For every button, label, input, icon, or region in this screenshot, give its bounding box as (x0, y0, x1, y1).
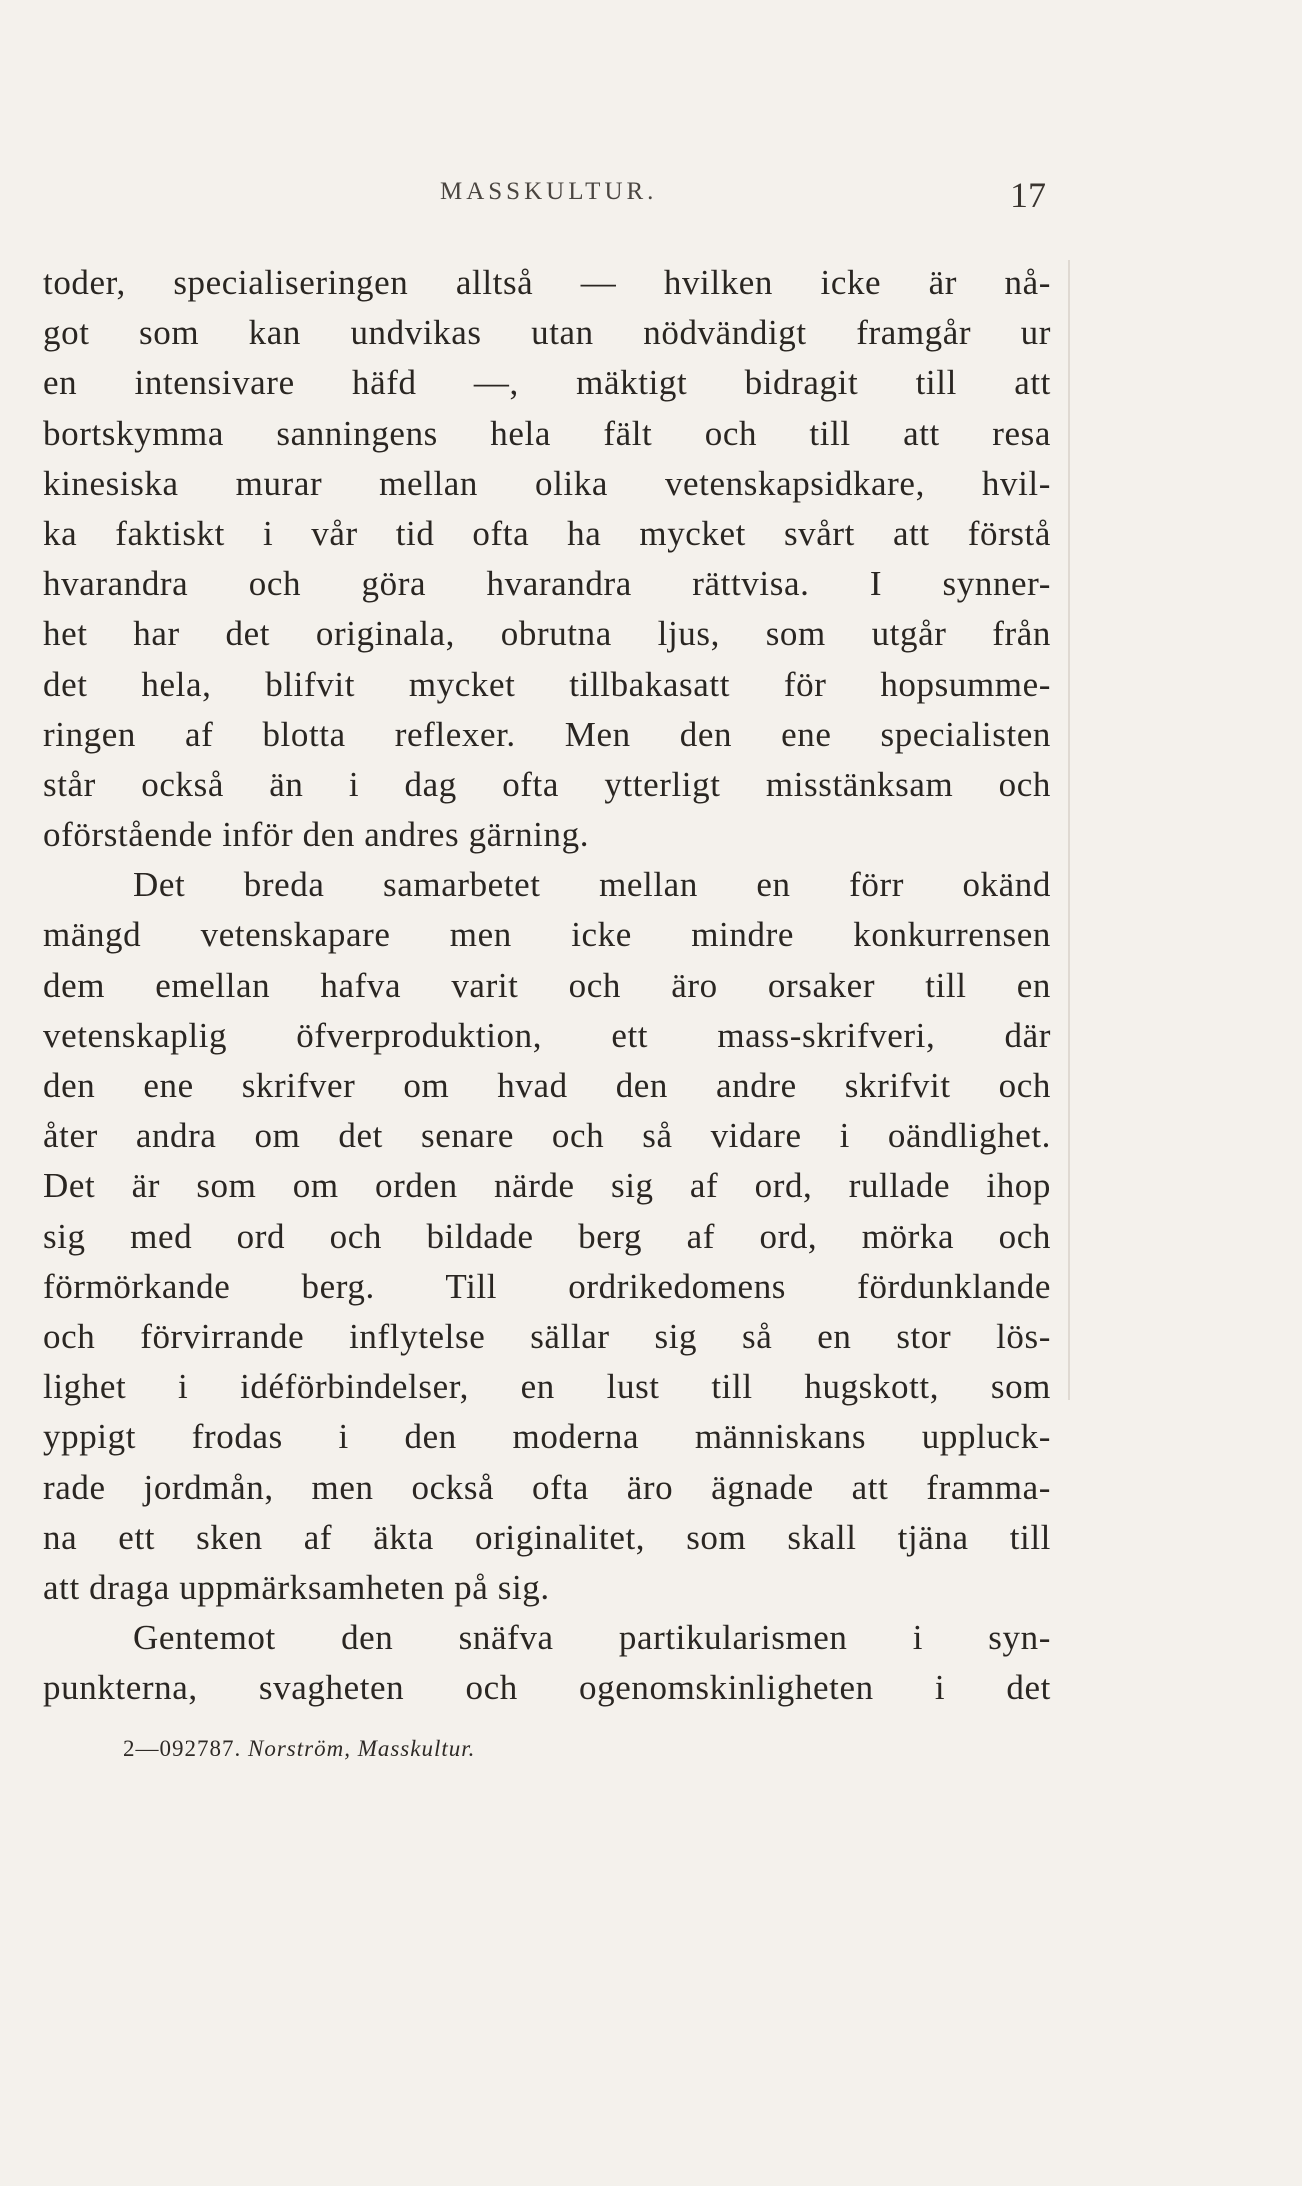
text-line: en intensivare häfd —, mäktigt bidragit till att (43, 363, 1051, 403)
text-line: står också än i dag ofta ytterligt misstänksam och (43, 764, 1051, 804)
text-line: oförstående inför den andres gärning. (43, 815, 590, 855)
text-line: punkterna, svagheten och ogenomskinligheten i det (43, 1668, 1051, 1708)
text-line: hvarandra och göra hvarandra rättvisa. I synner- (43, 564, 1051, 604)
text-line: lighet i idéförbindelser, en lust till hugskott, som (43, 1367, 1051, 1407)
page-number: 17 (1010, 175, 1046, 215)
text-line: ka faktiskt i vår tid ofta ha mycket svårt att förstå (43, 513, 1051, 553)
signature-footer (123, 1736, 475, 1762)
text-line: toder, specialiseringen alltså — hvilken icke är nå- (43, 263, 1051, 302)
text-line: kinesiska murar mellan olika vetenskapsidkare, hvil- (43, 463, 1051, 503)
text-line: got som kan undvikas utan nödvändigt framgår ur (43, 313, 1051, 353)
text-line: ringen af blotta reflexer. Men den ene specialisten (43, 714, 1051, 754)
text-line: det hela, blifvit mycket tillbakasatt för hopsumme- (43, 664, 1051, 704)
signature-number: 2—092787. (123, 1736, 242, 1761)
text-line: rade jordmån, men också ofta äro ägnade att framma- (43, 1467, 1051, 1507)
paragraph-start-line: Gentemot den snäfva partikularismen i syn- (133, 1618, 1051, 1658)
text-line: mängd vetenskapare men icke mindre konkurrensen (43, 915, 1051, 955)
paragraph-start-line: Det breda samarbetet mellan en förr okänd (133, 865, 1051, 905)
text-line: förmörkande berg. Till ordrikedomens fördunklande (43, 1266, 1051, 1306)
text-line: sig med ord och bildade berg af ord, mörka och (43, 1216, 1051, 1256)
text-line: vetenskaplig öfverproduktion, ett mass-skrifveri, där (43, 1015, 1051, 1055)
text-line: bortskymma sanningens hela fält och till att resa (43, 413, 1051, 453)
body-text (43, 258, 1051, 1713)
page-header (0, 175, 1302, 218)
page-edge-shadow (1068, 260, 1070, 1400)
text-line: het har det originala, obrutna ljus, som utgår från (43, 614, 1051, 654)
text-line: att draga uppmärksamheten på sig. (43, 1567, 550, 1607)
text-line: yppigt frodas i den moderna människans uppluck- (43, 1417, 1051, 1457)
text-line: dem emellan hafva varit och äro orsaker till en (43, 965, 1051, 1005)
text-line: och förvirrande inflytelse sällar sig så en stor lös- (43, 1316, 1051, 1356)
running-title: MASSKULTUR. (440, 178, 658, 205)
text-line: na ett sken af äkta originalitet, som skall tjäna till (43, 1517, 1051, 1557)
text-line: den ene skrifver om hvad den andre skrifvit och (43, 1066, 1051, 1105)
text-line: Det är som om orden närde sig af ord, rullade ihop (43, 1166, 1051, 1206)
signature-text: Norström, Masskultur. (248, 1736, 476, 1761)
text-line: åter andra om det senare och så vidare i oändlighet. (43, 1116, 1051, 1156)
